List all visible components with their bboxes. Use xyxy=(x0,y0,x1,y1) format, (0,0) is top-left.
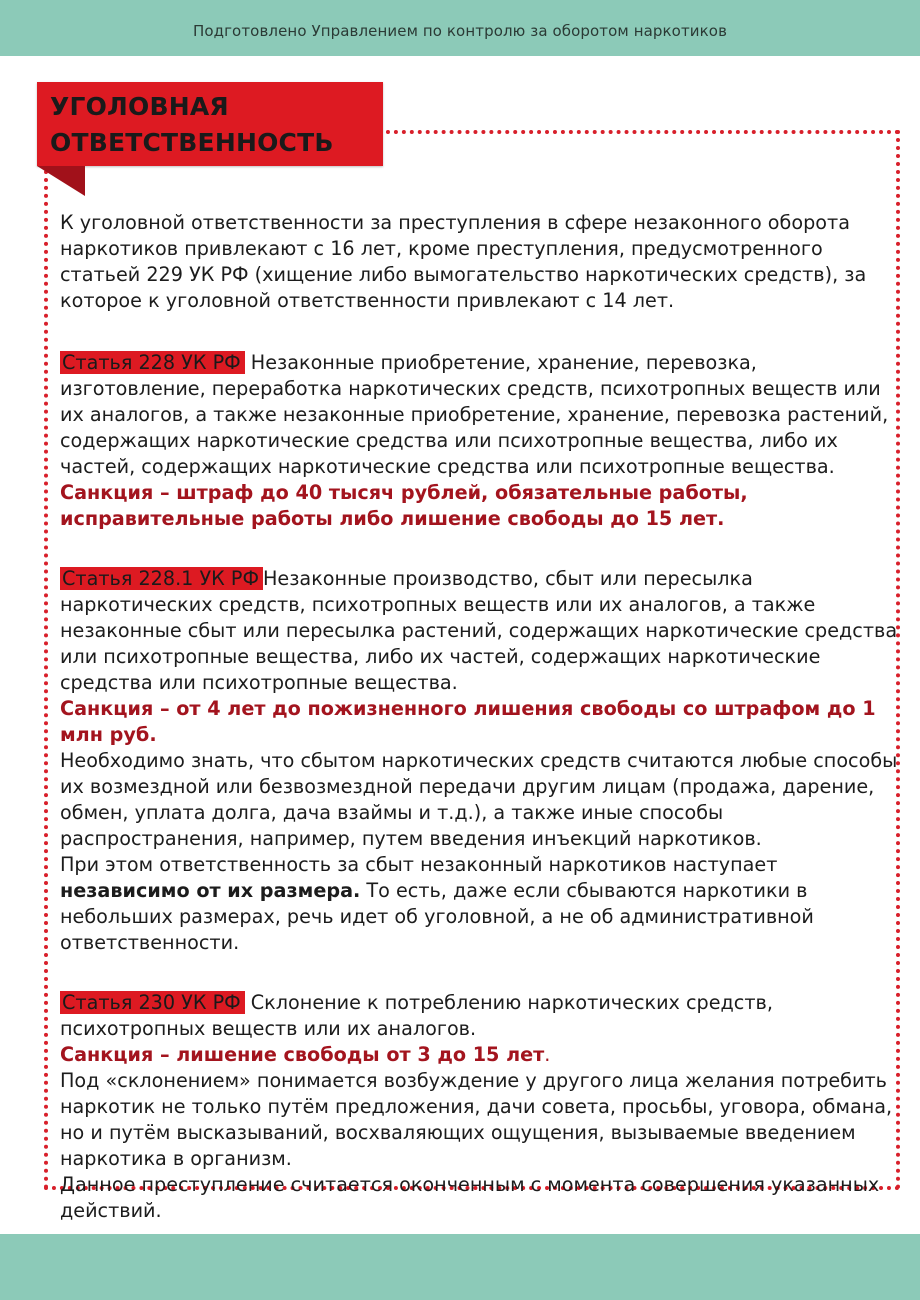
article-sanction: Санкция – лишение свободы от 3 до 15 лет xyxy=(60,1043,545,1066)
header-text: Подготовлено Управлением по контролю за оборотом наркотиков xyxy=(192,22,728,40)
article-note: Под «склонением» понимается возбуждение у другого лица желания потребить наркотик не только путём предложения, дачи совета, просьбы, уговора, обмана, но и путём высказываний, восхваляющих ощущения, вызываемые введением наркотика в организм. xyxy=(60,1069,893,1170)
title-line-1: УГОЛОВНАЯ xyxy=(50,92,229,121)
article-note: Данное преступление считается оконченным с момента совершения указанных действий. xyxy=(60,1173,880,1222)
article-sanction: Санкция – штраф до 40 тысяч рублей, обязательные работы, исправительные работы либо лишение свободы до 15 лет. xyxy=(60,481,748,530)
article-230 xyxy=(60,990,898,1224)
article-228-text xyxy=(60,350,898,480)
banner-fold xyxy=(37,166,85,196)
article-description: Незаконные приобретение, хранение, перевозка, изготовление, переработка наркотических средств, психотропных веществ или их аналогов, а также незаконные приобретение, хранение, перевозка растений, содержащих наркотические средства или психотропные вещества, либо их частей, содержащих наркотические средства или психотропные вещества. xyxy=(60,351,889,478)
article-228 xyxy=(60,350,898,532)
article-228-1-text xyxy=(60,566,898,696)
header-band xyxy=(0,0,920,56)
article-sanction: Санкция – от 4 лет до пожизненного лишения свободы со штрафом до 1 млн руб. xyxy=(60,697,876,746)
note-text: При этом ответственность за сбыт незаконный наркотиков наступает xyxy=(60,853,778,876)
article-tag: Статья 228 УК РФ xyxy=(60,351,245,374)
article-note: Необходимо знать, что сбытом наркотических средств считаются любые способы их возмездной или безвозмездной передачи другим лицам (продажа, дарение, обмен, уплата долга, дача взаймы и т.д.), а также иные способы распространения, например, путем введения инъекций наркотиков. xyxy=(60,749,898,850)
article-description: Склонение к потреблению наркотических средств, психотропных веществ или их аналогов. xyxy=(60,991,773,1040)
main-content xyxy=(60,210,898,1258)
article-note xyxy=(60,852,898,956)
article-sanction-line xyxy=(60,1042,898,1068)
article-tag: Статья 228.1 УК РФ xyxy=(60,567,263,590)
note-emphasis: независимо от их размера. xyxy=(60,879,361,902)
sanction-end: . xyxy=(544,1043,551,1066)
footer-band xyxy=(0,1234,920,1300)
title-line-2: ОТВЕТСТВЕННОСТЬ xyxy=(50,128,334,157)
article-228-1 xyxy=(60,566,898,956)
article-tag: Статья 230 УК РФ xyxy=(60,991,245,1014)
title-banner xyxy=(37,82,383,166)
intro-paragraph: К уголовной ответственности за преступления в сфере незаконного оборота наркотиков привлекают с 16 лет, кроме преступления, предусмотренного статьей 229 УК РФ (хищение либо вымогательство наркотических средств), за которое к уголовной ответственности привлекают с 14 лет. xyxy=(60,211,867,312)
article-description: Незаконные производство, сбыт или пересылка наркотических средств, психотропных веществ или их аналогов, а также незаконные сбыт или пересылка растений, содержащих наркотические средства или психотропные вещества, либо их частей, содержащих наркотические средства или психотропные вещества. xyxy=(60,567,898,694)
article-230-text xyxy=(60,990,898,1042)
note-text: То есть, даже если сбываются наркотики в небольших размерах, речь идет об уголовной, а не об административной ответственности. xyxy=(60,879,814,954)
